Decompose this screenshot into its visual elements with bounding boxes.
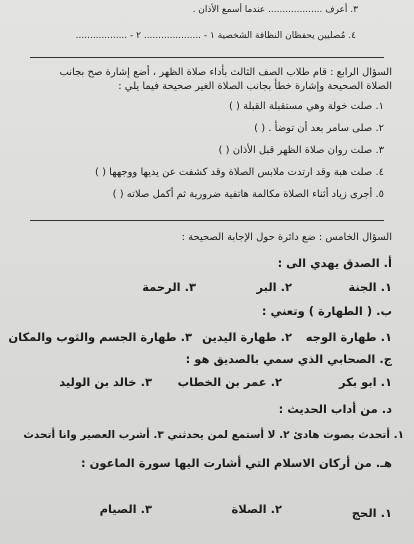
q5-d-prompt: د. من أداب الحديث : bbox=[278, 402, 392, 416]
q5-e-option-2: ٢. الصلاة bbox=[231, 502, 282, 516]
q5-b-option-1: ١. طهارة الوجه bbox=[305, 330, 392, 344]
question-4-fill-blank: ٤. مُصليين يحفظان النظافة الشخصية ١ - .................... ٢ - .................. bbox=[75, 31, 356, 41]
q5-a-option-3: ٣. الرحمة bbox=[142, 280, 196, 294]
q5-e-option-3: ٣. الصيام bbox=[99, 502, 152, 516]
q4-item-1: ١. صلت خولة وهي مستقبلة القبلة ( ) bbox=[228, 101, 384, 112]
q4-heading: السؤال الرابع : قام طلاب الصف الثالث بأداء صلاة الظهر ، أضع إشارة صح بجانب bbox=[59, 67, 392, 78]
q5-c-option-2: ٢. عمر بن الخطاب bbox=[177, 375, 282, 389]
q5-heading: السؤال الخامس : ضع دائرة حول الإجابة الصحيحة : bbox=[181, 232, 392, 243]
q4-item-2: ٢. صلى سامر بعد أن توضأ . ( ) bbox=[254, 123, 384, 134]
q5-b-prompt: ب. ( الطهارة ) وتعني : bbox=[261, 304, 392, 318]
q5-c-option-3: ٣. خالد بن الوليد bbox=[59, 375, 152, 389]
q4-heading-continued: الصلاة الصحيحة وإشارة خطأ بجانب الصلاة الغير صحيحة فيما يلي : bbox=[118, 81, 392, 92]
q5-d-answer: ١. أتحدث بصوت هادئ ٢. لا أستمع لمن يحدثني ٣. أشرب العصير وانا أتحدث bbox=[23, 429, 404, 441]
q5-a-option-2: ٢. البر bbox=[256, 280, 292, 294]
q5-e-option-1: ١. الحج bbox=[351, 506, 392, 520]
section-divider bbox=[30, 57, 384, 58]
q4-item-4: ٤. صلت هبة وقد ارتدت ملابس الصلاة وقد كشفت عن يديها ووجهها ( ) bbox=[95, 167, 384, 178]
q5-b-option-2: ٢. طهارة اليدين bbox=[202, 330, 292, 344]
section-divider-2 bbox=[30, 220, 384, 221]
question-3-fill-blank: ٣. أعرف ................... عندما أسمع الأذان . bbox=[192, 5, 358, 15]
q5-c-prompt: ج. الصحابي الذي سمي بالصديق هو : bbox=[185, 352, 392, 366]
q4-item-5: ٥. أجرى زياد أثناء الصلاة مكالمة هاتفية ضرورية ثم أكمل صلاته ( ) bbox=[112, 189, 384, 200]
q5-b-option-3: ٣. طهارة الجسم والثوب والمكان bbox=[8, 330, 192, 344]
q5-c-option-1: ١. ابو بكر bbox=[338, 375, 392, 389]
q4-item-3: ٣. صلت روان صلاة الظهر قبل الأذان ( ) bbox=[218, 145, 384, 156]
q5-e-prompt: هـ. من أركان الاسلام التي أشارت اليها سورة الماعون : bbox=[80, 456, 392, 470]
q5-a-prompt: أ. الصدق يهدي الى : bbox=[277, 256, 392, 270]
q5-a-option-1: ١. الجنة bbox=[348, 280, 392, 294]
